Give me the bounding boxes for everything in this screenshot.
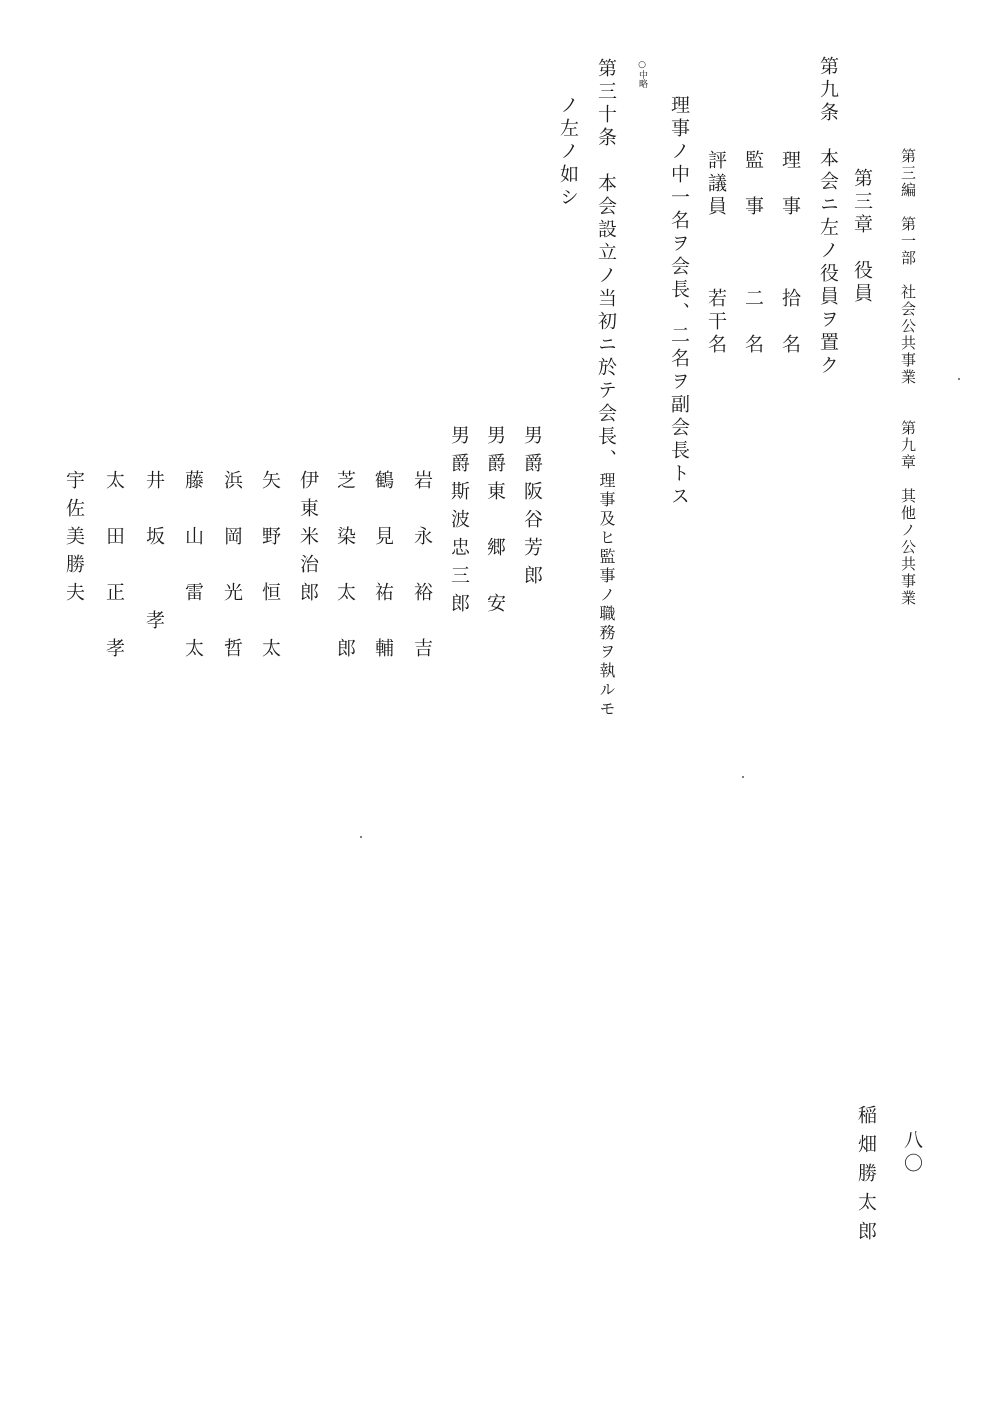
- member-name: 太 田 正 孝: [103, 470, 125, 666]
- member-name: 男爵東 郷 安: [484, 425, 506, 621]
- running-header: 第三編 第一部 社会公共事業 第九章 其他ノ公共事業: [899, 148, 917, 607]
- member-name: 井 坂 孝: [143, 470, 165, 638]
- role-director: 理 事 拾 名: [779, 150, 801, 357]
- scan-speck: [742, 776, 744, 778]
- article-30-small-text: 理事及ヒ監事ノ職務ヲ執ルモ: [597, 472, 616, 719]
- member-name: 藤 山 雷 太: [182, 470, 204, 666]
- member-name: 男爵斯波忠三郎: [448, 425, 470, 621]
- member-name: 岩 永 裕 吉: [411, 470, 433, 666]
- article-9-text: 第九条 本会ニ左ノ役員ヲ置ク: [817, 56, 839, 378]
- article-9-note: 理事ノ中一名ヲ会長、二名ヲ副会長トス: [668, 95, 690, 509]
- member-name: 伊東米治郎: [297, 470, 319, 610]
- member-name: 宇佐美勝夫: [63, 470, 85, 610]
- chapter-heading: 第三章 役員: [851, 168, 873, 306]
- role-councillor: 評議員 若干名: [705, 150, 727, 357]
- member-name: 芝 染 太 郎: [334, 470, 356, 666]
- scan-speck: [958, 378, 960, 380]
- role-auditor: 監 事 二 名: [742, 150, 764, 357]
- member-name: 矢 野 恒 太: [259, 470, 281, 666]
- member-name: 鶴 見 祐 輔: [372, 470, 394, 666]
- member-name: 男爵阪谷芳郎: [521, 425, 543, 593]
- omission-mark: ○中略: [637, 60, 647, 88]
- article-30-line-2: ノ左ノ如シ: [557, 95, 579, 210]
- article-30-line-1: [596, 58, 615, 719]
- scan-speck: [360, 836, 362, 838]
- member-name: 浜 岡 光 哲: [221, 470, 243, 666]
- article-30-main-text: 第三十条 本会設立ノ当初ニ於テ会長、: [595, 58, 617, 472]
- author-name: 稲畑勝太郎: [855, 1105, 877, 1250]
- page-number: 八〇: [901, 1130, 923, 1176]
